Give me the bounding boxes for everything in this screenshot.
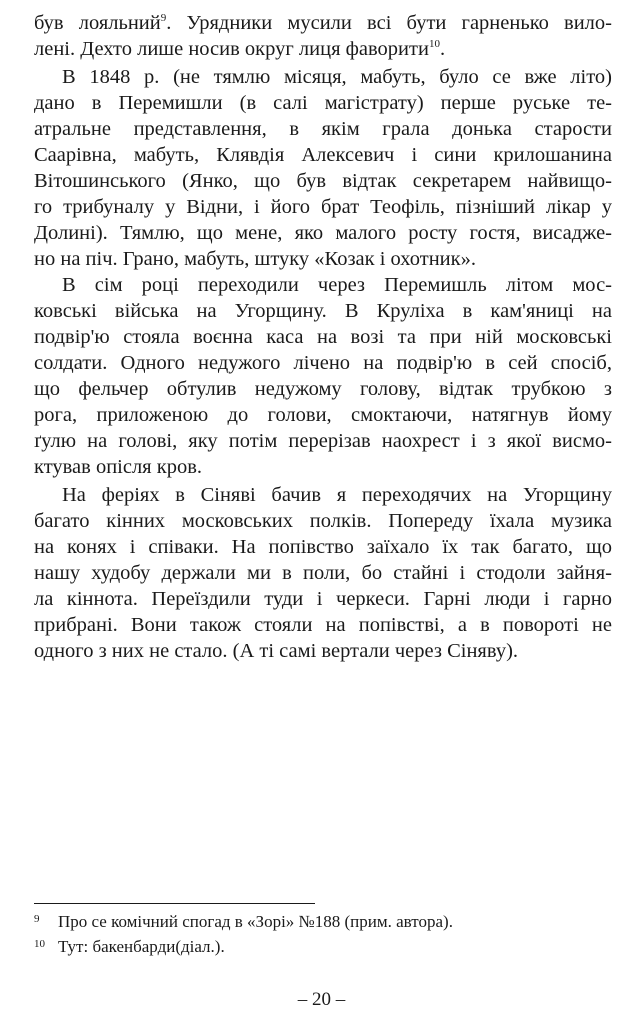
text-line: Долині). Тямлю, що мене, яко малого росту гостя, висадже-	[34, 222, 612, 244]
text-line: ковські війська на Угорщину. В Круліха в кам'яниці на	[34, 300, 612, 322]
text-line: подвір'ю стояла воєнна каса на возі та при ній московські	[34, 326, 612, 348]
footnote-10: 10 Тут: бакенбарди(діал.).	[34, 937, 225, 956]
footnote-9: 9 Про се комічний спогад в «Зорі» №188 (прим. автора).	[34, 912, 453, 931]
text-line: ла кіннота. Переїздили туди і черкеси. Гарні люди і гарно	[34, 588, 612, 610]
footnote-divider	[34, 903, 315, 904]
footnote-ref-9[interactable]: 9	[160, 12, 167, 24]
text-line: прибрані. Вони також стояли на попівстві, а в повороті не	[34, 614, 612, 636]
text-line: багато кінних московських полків. Попереду їхала музика	[34, 510, 612, 532]
text-line: Саарівна, мабуть, Клявдія Алексевич і сини крилошанина	[34, 144, 612, 166]
text-line: одного з них не стало. (А ті самі вертали через Сіняву).	[34, 640, 519, 662]
text-line: на конях і співаки. На попівство заїхало їх так багато, що	[34, 536, 612, 558]
text-line: лені. Дехто лише носив округ лиця фаворити$^{10}$.	[34, 38, 446, 60]
footnote-text: Тут: бакенбарди(діал.).	[58, 937, 225, 956]
text-line: но на піч. Грано, мабуть, штуку «Козак і охотник».	[34, 248, 476, 270]
page-number: – 20 –	[297, 989, 346, 1010]
footnote-text: Про се комічний спогад в «Зорі» №188 (прим. автора).	[58, 912, 453, 931]
text-line: рога, приложеною до голови, смоктаючи, натягнув йому	[34, 404, 612, 426]
footnote-ref-10[interactable]: 10	[428, 38, 440, 50]
text-line: що фельчер обтулив недужому голову, відтак трубкою з	[34, 378, 612, 400]
text-line: Вітошинського (Янко, що був відтак секретарем найвищо-	[34, 170, 612, 192]
text-line: нашу худобу держали ми в поли, бо стайні і стодоли зайня-	[34, 562, 612, 584]
text-line: був лояльний$^9$. Урядники мусили всі бути гарненько вило-	[34, 12, 612, 34]
text-line: В 1848 р. (не тямлю місяця, мабуть, було се вже літо)	[62, 66, 612, 88]
text-line: На феріях в Сіняві бачив я переходячих на Угорщину	[62, 484, 612, 506]
text-line: ґулю на голові, яку потім перерізав наохрест і з якої висмо-	[34, 430, 612, 452]
text-line: дано в Перемишли (в салі магістрату) перше руське те-	[34, 92, 612, 114]
text-line: атральне представлення, в якім грала донька старости	[34, 118, 612, 140]
text-line: ктував опісля кров.	[34, 456, 203, 478]
text-line: В сім році переходили через Перемишль літом мос-	[62, 274, 612, 296]
text-line: солдати. Одного недужого лічено на подвір'ю в сей спосіб,	[34, 352, 612, 374]
text-line: го трибуналу у Відни, і його брат Теофіль, пізніший лікар у	[34, 196, 612, 218]
